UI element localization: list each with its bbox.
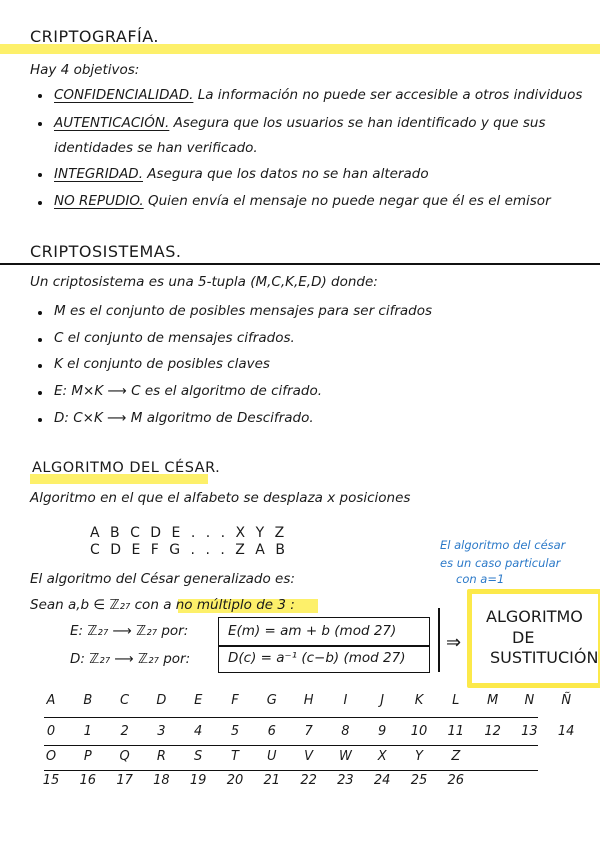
- table-letter-cell: C: [120, 693, 130, 708]
- table-letter-cell: D: [156, 693, 167, 708]
- table-number-cell: 22: [300, 773, 317, 788]
- table-number-cell: 3: [157, 724, 166, 739]
- section-title-cesar: ALGORITMO DEL CÉSAR.: [32, 460, 221, 476]
- table-number-cell: 21: [263, 773, 281, 788]
- table-number-cell: 11: [447, 724, 465, 739]
- table-number-cell: 2: [120, 724, 129, 739]
- table-number-cell: 20: [226, 773, 244, 788]
- cesar-note-line: es un caso particular: [440, 556, 561, 570]
- criptosistema-item: M es el conjunto de posibles mensajes para ser cifrados: [54, 303, 433, 319]
- table-letter-cell: Ñ: [561, 693, 572, 708]
- bullet: [38, 364, 42, 368]
- table-rule: [44, 717, 538, 718]
- table-letter-cell: J: [380, 693, 385, 708]
- table-number-cell: 6: [267, 724, 276, 739]
- objective-item: [54, 115, 545, 131]
- table-letter-cell: F: [231, 693, 239, 708]
- table-number-cell: 25: [410, 773, 428, 788]
- table-number-cell: 1: [83, 724, 92, 739]
- objective-term: NO REPUDIO.: [54, 193, 144, 209]
- substitution-title-line: DE: [512, 628, 535, 647]
- table-number-cell: 9: [378, 724, 387, 739]
- table-letter-cell: A: [46, 693, 56, 708]
- objective-term: AUTENTICACIÓN.: [54, 115, 170, 131]
- table-rule: [44, 770, 538, 771]
- table-letter-cell: P: [83, 749, 92, 764]
- bullet: [38, 311, 42, 315]
- table-number-cell: 23: [337, 773, 354, 788]
- table-letter-cell: R: [156, 749, 166, 764]
- bullet: [38, 418, 42, 422]
- table-number-cell: 12: [484, 724, 501, 739]
- criptosistema-item: K el conjunto de posibles claves: [54, 356, 270, 372]
- cesar-note-line: con a=1: [456, 572, 505, 586]
- alphabet-row-shifted: C D E F G . . . Z A B: [90, 542, 288, 558]
- table-letter-cell: M: [486, 693, 499, 708]
- table-letter-cell: T: [231, 749, 239, 764]
- table-number-cell: 26: [447, 773, 465, 788]
- table-letter-cell: L: [452, 693, 460, 708]
- table-number-cell: 17: [116, 773, 133, 788]
- bullet: [38, 173, 42, 177]
- sean-condition: a no múltiplo de 3: [163, 597, 286, 613]
- table-letter-cell: E: [194, 693, 203, 708]
- decrypt-formula: D(c) = a⁻¹ (c−b) (mod 27): [228, 650, 406, 666]
- objective-continuation: identidades se han verificado.: [54, 140, 258, 156]
- table-letter-cell: Q: [119, 749, 130, 764]
- table-letter-cell: I: [343, 693, 348, 708]
- sean-statement: [30, 597, 295, 613]
- table-number-cell: 15: [42, 773, 60, 788]
- table-number-cell: 7: [304, 724, 313, 739]
- table-letter-cell: B: [83, 693, 93, 708]
- section-title-criptografia: CRIPTOGRAFÍA.: [30, 27, 160, 46]
- brace-line: [438, 608, 440, 672]
- table-letter-cell: K: [414, 693, 424, 708]
- table-letter-cell: U: [267, 749, 277, 764]
- criptosistema-item: E: M×K ⟶ C es el algoritmo de cifrado.: [54, 383, 322, 399]
- table-letter-cell: O: [45, 749, 57, 764]
- objective-text: Quien envía el mensaje no puede negar que él es el emisor: [148, 193, 551, 209]
- criptosistema-item: D: C×K ⟶ M algoritmo de Descifrado.: [54, 410, 314, 426]
- implies-arrow: ⇒: [446, 632, 462, 653]
- objective-term: INTEGRIDAD.: [54, 166, 143, 182]
- objective-text: Asegura que los datos no se han alterado: [147, 166, 429, 182]
- table-letter-cell: V: [304, 749, 314, 764]
- substitution-title-line: ALGORITMO: [486, 607, 583, 626]
- table-letter-cell: H: [303, 693, 314, 708]
- table-letter-cell: X: [377, 749, 387, 764]
- table-number-cell: 4: [194, 724, 203, 739]
- table-number-cell: 16: [79, 773, 97, 788]
- table-letter-cell: G: [266, 693, 277, 708]
- table-letter-cell: Z: [451, 749, 461, 764]
- table-number-cell: 0: [46, 724, 56, 739]
- sean-colon: :: [290, 597, 295, 613]
- objective-item: [54, 166, 429, 182]
- section-divider: [0, 263, 600, 265]
- table-number-cell: 18: [153, 773, 170, 788]
- bullet: [38, 391, 42, 395]
- alphabet-row-plain: A B C D E . . . X Y Z: [90, 525, 288, 541]
- table-number-cell: 8: [341, 724, 350, 739]
- objective-text: Asegura que los usuarios se han identificado y que sus: [173, 115, 546, 131]
- bullet: [38, 94, 42, 98]
- table-rule: [44, 745, 538, 746]
- objective-item: [54, 193, 551, 209]
- table-number-cell: 10: [410, 724, 428, 739]
- table-letter-cell: S: [194, 749, 203, 764]
- bullet: [38, 201, 42, 205]
- table-letter-cell: Y: [415, 749, 423, 764]
- table-number-cell: 14: [557, 724, 575, 739]
- table-number-cell: 5: [230, 724, 240, 739]
- table-number-cell: 13: [521, 724, 538, 739]
- generalized-intro: El algoritmo del César generalizado es:: [30, 571, 295, 587]
- objective-item: [54, 87, 582, 103]
- objective-text: La información no puede ser accesible a otros individuos: [197, 87, 583, 103]
- criptosistema-intro: Un criptosistema es una 5-tupla (M,C,K,E,D) donde:: [30, 274, 378, 290]
- encrypt-map: E: ℤ₂₇ ⟶ ℤ₂₇ por:: [70, 623, 189, 639]
- objective-term: CONFIDENCIALIDAD.: [54, 87, 194, 103]
- substitution-title-line: SUSTITUCIÓN: [490, 648, 599, 667]
- cesar-intro: Algoritmo en el que el alfabeto se desplaza x posiciones: [30, 490, 411, 506]
- section-title-criptosistemas: CRIPTOSISTEMAS.: [30, 242, 182, 261]
- cesar-note-line: El algoritmo del césar: [440, 538, 566, 552]
- table-letter-cell: N: [524, 693, 535, 708]
- encrypt-formula: E(m) = am + b (mod 27): [228, 623, 397, 639]
- bullet: [38, 338, 42, 342]
- decrypt-map: D: ℤ₂₇ ⟶ ℤ₂₇ por:: [70, 651, 191, 667]
- sean-text: Sean a,b ∈ ℤ₂₇ con: [30, 597, 159, 613]
- table-number-cell: 19: [189, 773, 207, 788]
- table-letter-cell: W: [338, 749, 352, 764]
- objectives-intro: Hay 4 objetivos:: [30, 62, 140, 78]
- criptosistema-item: C el conjunto de mensajes cifrados.: [54, 330, 295, 346]
- formula-box-divider: [219, 645, 429, 647]
- bullet: [38, 122, 42, 126]
- table-number-cell: 24: [373, 773, 391, 788]
